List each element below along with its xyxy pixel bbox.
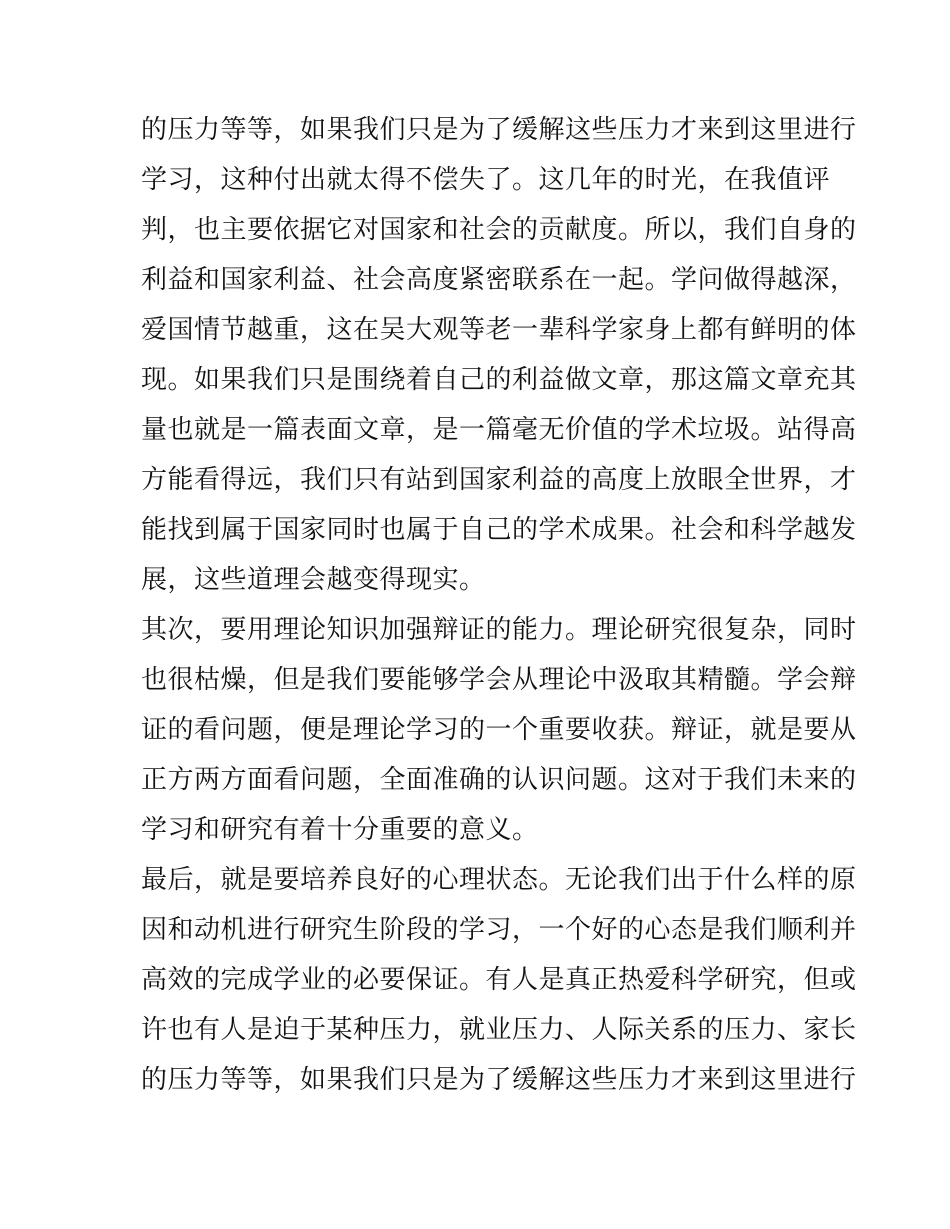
text-line: 证的看问题，便是理论学习的一个重要收获。辩证，就是要从	[141, 715, 857, 745]
text-line: 因和动机进行研究生阶段的学习，一个好的心态是我们顺利并	[141, 915, 857, 945]
text-line: 高效的完成学业的必要保证。有人是真正热爱科学研究，但或	[141, 965, 857, 995]
text-line: 量也就是一篇表面文章，是一篇毫无价值的学术垃圾。站得高	[141, 415, 857, 445]
text-line: 爱国情节越重，这在吴大观等老一辈科学家身上都有鲜明的体	[141, 315, 857, 345]
text-line: 学习和研究有着十分重要的意义。	[141, 815, 539, 845]
text-line: 利益和国家利益、社会高度紧密联系在一起。学问做得越深，	[141, 265, 857, 295]
text-line: 最后，就是要培养良好的心理状态。无论我们出于什么样的原	[141, 865, 857, 895]
text-line: 展，这些道理会越变得现实。	[141, 565, 486, 595]
text-line: 学习，这种付出就太得不偿失了。这几年的时光，在我值评	[141, 165, 831, 195]
text-line: 判，也主要依据它对国家和社会的贡献度。所以，我们自身的	[141, 215, 857, 245]
text-line: 的压力等等，如果我们只是为了缓解这些压力才来到这里进行	[141, 115, 857, 145]
text-line: 现。如果我们只是围绕着自己的利益做文章，那这篇文章充其	[141, 365, 857, 395]
text-line: 正方两方面看问题，全面准确的认识问题。这对于我们未来的	[141, 765, 857, 795]
text-line: 能找到属于国家同时也属于自己的学术成果。社会和科学越发	[141, 515, 857, 545]
text-line: 方能看得远，我们只有站到国家利益的高度上放眼全世界，才	[141, 465, 857, 495]
text-line: 也很枯燥，但是我们要能够学会从理论中汲取其精髓。学会辩	[141, 665, 857, 695]
text-line: 其次，要用理论知识加强辩证的能力。理论研究很复杂，同时	[141, 615, 857, 645]
text-line: 的压力等等，如果我们只是为了缓解这些压力才来到这里进行	[141, 1065, 857, 1095]
text-line: 许也有人是迫于某种压力，就业压力、人际关系的压力、家长	[141, 1015, 857, 1045]
